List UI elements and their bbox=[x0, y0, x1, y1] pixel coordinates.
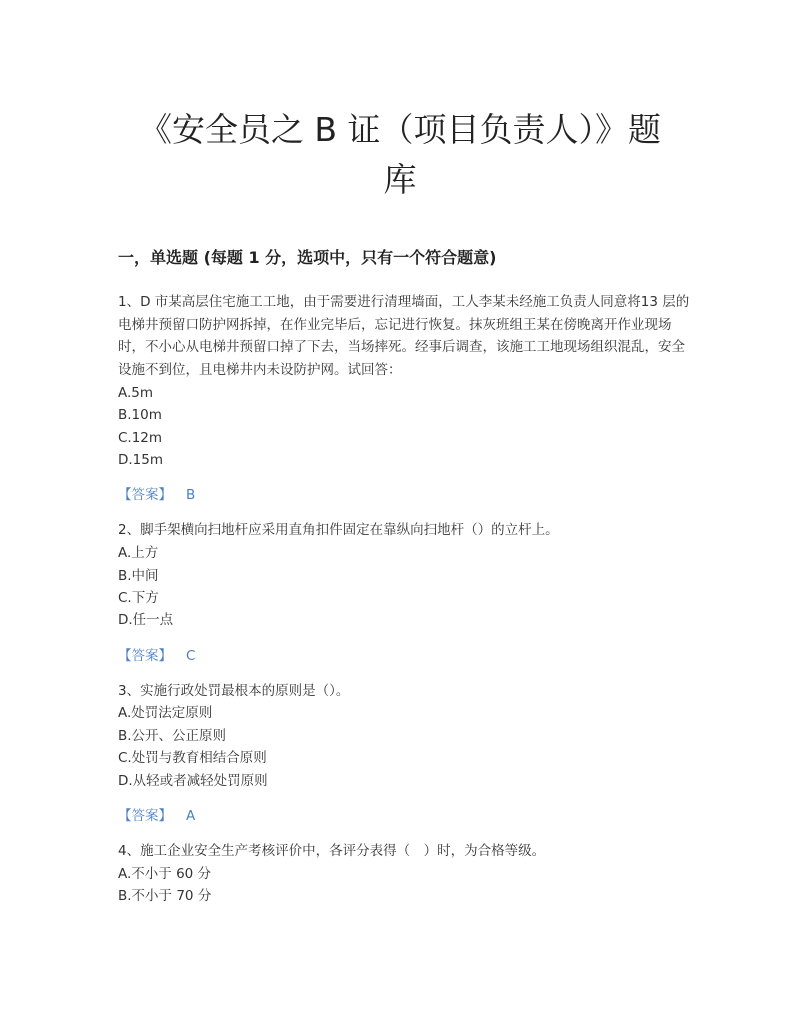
question-stem: 3、实施行政处罚最根本的原则是（）。 bbox=[118, 682, 350, 699]
option-d: D.15m bbox=[118, 452, 164, 469]
option-a: A.处罚法定原则 bbox=[118, 705, 213, 722]
option-d: D.从轻或者减轻处罚原则 bbox=[118, 772, 268, 789]
question-2 bbox=[118, 519, 698, 666]
question-4 bbox=[118, 840, 698, 908]
answer-label: 【答案】 bbox=[118, 808, 172, 825]
answer-value: B bbox=[186, 487, 196, 504]
answer-value: C bbox=[186, 647, 196, 664]
title-line-2: 库 bbox=[383, 160, 417, 199]
option-a: A.不小于 60 分 bbox=[118, 865, 212, 882]
question-stem: 4、施工企业安全生产考核评价中，各评分表得（ ）时，为合格等级。 bbox=[118, 843, 546, 860]
option-a: A.上方 bbox=[118, 545, 159, 562]
answer-line bbox=[118, 645, 698, 667]
question-stem: 1、D 市某高层住宅施工工地，由于需要进行清理墙面，工人李某未经施工负责人同意将13 层的电梯井预留口防护网拆掉，在作业完毕后，忘记进行恢复。抹灰班组王某在傍晚离开作业现场时，不小心从电梯井预留口掉了下去，当场摔死。经事后调查，该施工工地现场组织混乱，安全设施不到位，且电梯井内未设防护网。试回答： bbox=[118, 294, 690, 379]
option-c: C.12m bbox=[118, 429, 163, 446]
option-c: C.下方 bbox=[118, 589, 159, 606]
option-b: B.公开、公正原则 bbox=[118, 727, 227, 744]
option-c: C.处罚与教育相结合原则 bbox=[118, 750, 267, 767]
option-a: A.5m bbox=[118, 384, 154, 401]
question-3 bbox=[118, 680, 698, 827]
answer-line bbox=[118, 805, 698, 827]
answer-label: 【答案】 bbox=[118, 647, 172, 664]
option-b: B.不小于 70 分 bbox=[118, 888, 212, 905]
question-1 bbox=[118, 291, 698, 506]
title-line-1: 《安全员之 B 证（项目负责人）》题 bbox=[138, 110, 662, 149]
question-list bbox=[118, 291, 698, 908]
answer-line bbox=[118, 484, 698, 506]
answer-label: 【答案】 bbox=[118, 487, 172, 504]
option-b: B.中间 bbox=[118, 567, 159, 584]
option-d: D.任一点 bbox=[118, 612, 174, 629]
question-stem: 2、脚手架横向扫地杆应采用直角扣件固定在靠纵向扫地杆（）的立杆上。 bbox=[118, 522, 559, 539]
section-heading: 一，单选题 (每题 1 分，选项中，只有一个符合题意) bbox=[118, 248, 497, 267]
option-b: B.10m bbox=[118, 407, 162, 424]
answer-value: A bbox=[186, 808, 196, 825]
page-title bbox=[100, 105, 700, 205]
